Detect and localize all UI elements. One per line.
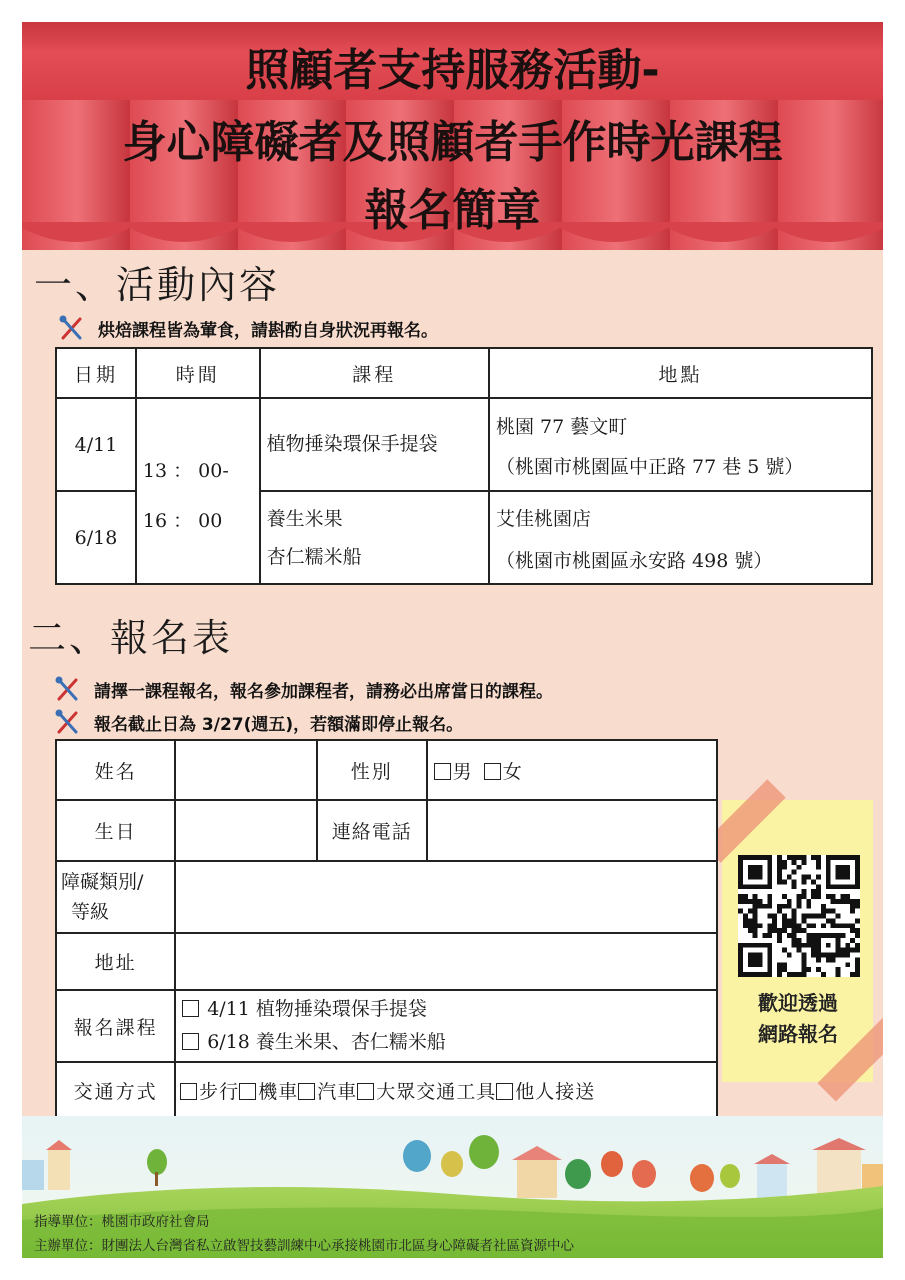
gender-male-checkbox[interactable] — [434, 763, 451, 780]
row-date: 6/18 — [56, 491, 136, 584]
transport-car-label: 汽車 — [317, 1080, 358, 1103]
address-field[interactable] — [175, 933, 717, 990]
address-label: 地址 — [56, 933, 175, 990]
form-row-transport — [56, 1062, 717, 1118]
course-option[interactable] — [182, 1026, 716, 1059]
transport-pickup-checkbox[interactable] — [496, 1083, 513, 1100]
schedule-table — [55, 347, 873, 585]
section-2-heading: 二、報名表 — [28, 616, 234, 660]
course-option-label: 6/18 養生米果、杏仁糯米船 — [207, 1031, 446, 1053]
transport-scooter-checkbox[interactable] — [239, 1083, 256, 1100]
disability-label-line-1: 障礙類別/ — [61, 871, 144, 893]
location-name: 桃園 77 藝文町 — [496, 416, 628, 438]
fork-spoon-icon — [54, 708, 82, 736]
guidance-unit: 指導單位：桃園市政府社會局 — [34, 1214, 210, 1230]
course-option[interactable] — [182, 993, 716, 1026]
disability-label-line-2: 等級 — [71, 901, 110, 923]
row-course: 植物捶染環保手提袋 — [260, 398, 489, 491]
location-name: 艾佳桃園店 — [496, 508, 592, 530]
course-option-label: 4/11 植物捶染環保手提袋 — [207, 998, 427, 1020]
transport-walk-label: 步行 — [199, 1080, 240, 1103]
course-option-checkbox[interactable] — [182, 1000, 199, 1017]
table-row — [56, 398, 872, 491]
phone-label: 連絡電話 — [317, 800, 427, 861]
gender-female-label: 女 — [502, 760, 522, 783]
course-label: 報名課程 — [56, 990, 175, 1062]
note-text: 烘焙課程皆為葷食，請斟酌自身狀況再報名。 — [98, 320, 438, 341]
section-1-note — [58, 314, 438, 342]
header-time: 時間 — [136, 348, 260, 398]
online-signup-text — [728, 988, 868, 1050]
course-item: 杏仁糯米船 — [266, 545, 362, 568]
header-course: 課程 — [260, 348, 489, 398]
birthday-label: 生日 — [56, 800, 175, 861]
header-date: 日期 — [56, 348, 136, 398]
gender-male-label: 男 — [452, 760, 472, 783]
form-row-birthday — [56, 800, 717, 861]
section-2-note-1 — [54, 675, 553, 703]
form-row-disability — [56, 861, 717, 933]
row-date: 4/11 — [56, 398, 136, 491]
row-location — [489, 491, 872, 584]
name-field[interactable] — [175, 740, 317, 800]
fork-spoon-icon — [58, 314, 86, 342]
header-location: 地點 — [489, 348, 872, 398]
phone-field[interactable] — [427, 800, 717, 861]
course-option-checkbox[interactable] — [182, 1033, 199, 1050]
registration-form — [55, 739, 718, 1119]
note-text: 報名截止日為 3/27(週五)，若額滿即停止報名。 — [94, 714, 464, 735]
title-line-1: 照顧者支持服務活動- — [245, 45, 660, 96]
transport-label: 交通方式 — [56, 1062, 175, 1118]
online-signup-line-2: 網路報名 — [758, 1022, 838, 1046]
birthday-field[interactable] — [175, 800, 317, 861]
row-course — [260, 491, 489, 584]
transport-car-checkbox[interactable] — [298, 1083, 315, 1100]
qr-code-icon[interactable] — [738, 855, 860, 977]
location-address: （桃園市桃園區中正路 77 巷 5 號） — [496, 456, 804, 478]
row-time — [136, 398, 260, 584]
transport-public-label: 大眾交通工具 — [376, 1080, 497, 1103]
note-text: 請擇一課程報名，報名參加課程者，請務必出席當日的課程。 — [94, 681, 553, 702]
title-line-2: 身心障礙者及照顧者手作時光課程 — [122, 117, 783, 168]
row-location — [489, 398, 872, 491]
disability-field[interactable] — [175, 861, 717, 933]
table-header-row — [56, 348, 872, 398]
course-options — [175, 990, 717, 1062]
gender-field — [427, 740, 717, 800]
poster — [22, 22, 883, 1258]
awning-header — [22, 22, 883, 252]
gender-female-checkbox[interactable] — [484, 763, 501, 780]
form-row-address — [56, 933, 717, 990]
transport-walk-checkbox[interactable] — [180, 1083, 197, 1100]
form-row-course — [56, 990, 717, 1062]
fork-spoon-icon — [54, 675, 82, 703]
form-row-name — [56, 740, 717, 800]
section-2-note-2 — [54, 708, 463, 736]
location-address: （桃園市桃園區永安路 498 號） — [496, 550, 773, 572]
section-1-heading: 一、活動內容 — [34, 263, 281, 307]
transport-scooter-label: 機車 — [258, 1080, 299, 1103]
transport-pickup-label: 他人接送 — [515, 1080, 596, 1103]
transport-options — [175, 1062, 717, 1118]
time-start: 13 ： 00- — [142, 460, 229, 482]
course-item: 養生米果 — [266, 507, 343, 530]
organizer-unit: 主辦單位：財團法人台灣省私立啟智技藝訓練中心承接桃園市北區身心障礙者社區資源中心 — [34, 1238, 574, 1254]
online-signup-line-1: 歡迎透過 — [758, 991, 838, 1015]
disability-label — [56, 861, 175, 933]
name-label: 姓名 — [56, 740, 175, 800]
time-end: 16 ： 00 — [142, 510, 223, 532]
title-line-3: 報名簡章 — [364, 185, 541, 236]
gender-label: 性別 — [317, 740, 427, 800]
transport-public-checkbox[interactable] — [357, 1083, 374, 1100]
